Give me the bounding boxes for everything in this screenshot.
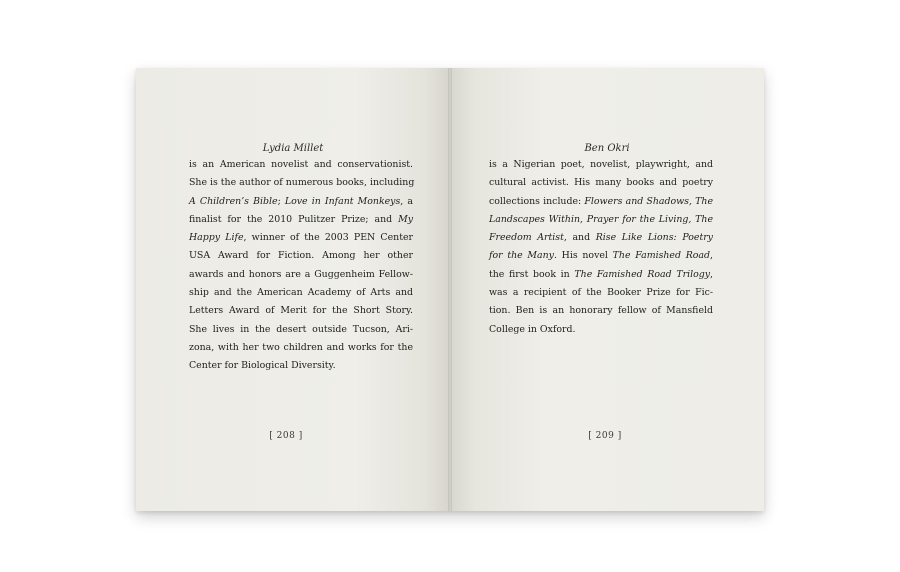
italic-title-text: The Famished Road xyxy=(612,250,711,262)
text-run: She lives in the desert outside Tucson, Ari- xyxy=(189,323,413,335)
text-run: cultural activist. His many books and poetry xyxy=(489,177,713,189)
right-page-author: Ben Okri xyxy=(584,143,630,154)
text-line xyxy=(489,266,713,284)
text-line xyxy=(189,284,413,302)
text-run: is an American novelist and conservationist. xyxy=(189,159,413,170)
text-run: the first book in xyxy=(489,268,575,280)
text-run: tion. Ben is an honorary fellow of Mansfield xyxy=(489,305,713,317)
text-run: awards and honors are a Guggenheim Fellow- xyxy=(189,268,413,280)
text-line xyxy=(189,302,413,320)
text-run: Center for Biological Diversity. xyxy=(189,360,336,372)
text-run: is a Nigerian poet, novelist, playwright, and xyxy=(489,159,713,170)
text-run: College in Oxford. xyxy=(489,323,576,335)
text-run: , winner of the 2003 PEN Center xyxy=(243,232,413,244)
text-run: ; xyxy=(277,195,285,207)
right-page-number: [ 209 ] xyxy=(588,431,622,441)
text-line xyxy=(189,229,413,247)
text-run: , and xyxy=(563,232,596,244)
left-page xyxy=(136,68,450,511)
italic-title-text: My xyxy=(398,213,413,225)
text-line xyxy=(489,321,713,339)
text-line xyxy=(189,321,413,339)
italic-title-text: Flowers and Shadows, The xyxy=(584,195,713,207)
text-line xyxy=(189,211,413,229)
text-line xyxy=(189,357,413,375)
italic-title-text: The Famished Road Trilogy xyxy=(574,268,711,280)
text-line xyxy=(489,302,713,320)
text-line xyxy=(189,266,413,284)
text-run: Letters Award of Merit for the Short Story. xyxy=(189,305,413,317)
left-page-number: [ 208 ] xyxy=(269,431,303,441)
text-run: , a xyxy=(400,195,413,207)
text-line xyxy=(489,229,713,247)
italic-title-text: Rise Like Lions: Poetry xyxy=(595,232,713,244)
left-page-bio xyxy=(189,156,413,376)
text-line xyxy=(489,284,713,302)
text-line xyxy=(489,247,713,265)
book-gutter xyxy=(448,68,452,511)
text-run: . His novel xyxy=(553,250,613,262)
text-line xyxy=(489,193,713,211)
text-line xyxy=(489,211,713,229)
text-line xyxy=(189,247,413,265)
right-page-bio xyxy=(489,156,713,339)
text-line xyxy=(489,156,713,174)
italic-title-text: Love in Infant Monkeys xyxy=(284,195,401,207)
italic-title-text: A Children’s Bible xyxy=(189,195,278,207)
text-run: was a recipient of the Booker Prize for Fic- xyxy=(489,287,713,299)
text-run: ship and the American Academy of Arts and xyxy=(189,287,413,299)
text-line xyxy=(189,174,413,192)
italic-title-text: Freedom Artist xyxy=(489,232,564,244)
italic-title-text: for the Many xyxy=(489,250,554,262)
italic-title-text: Happy Life xyxy=(189,232,244,244)
text-run: USA Award for Fiction. Among her other xyxy=(189,250,413,262)
text-run: collections include: xyxy=(489,195,585,207)
text-run: , xyxy=(710,250,713,262)
left-page-author: Lydia Millet xyxy=(262,143,324,154)
right-page xyxy=(450,68,764,511)
text-line xyxy=(189,156,413,174)
open-book xyxy=(136,68,764,511)
text-run: finalist for the 2010 Pulitzer Prize; and xyxy=(189,213,399,225)
text-run: She is the author of numerous books, including xyxy=(189,177,415,189)
text-line xyxy=(189,339,413,357)
text-run: zona, with her two children and works for the xyxy=(189,341,413,353)
text-line xyxy=(189,193,413,211)
text-run: , xyxy=(710,268,713,280)
text-line xyxy=(489,174,713,192)
italic-title-text: Landscapes Within, Prayer for the Living, The xyxy=(489,213,713,225)
